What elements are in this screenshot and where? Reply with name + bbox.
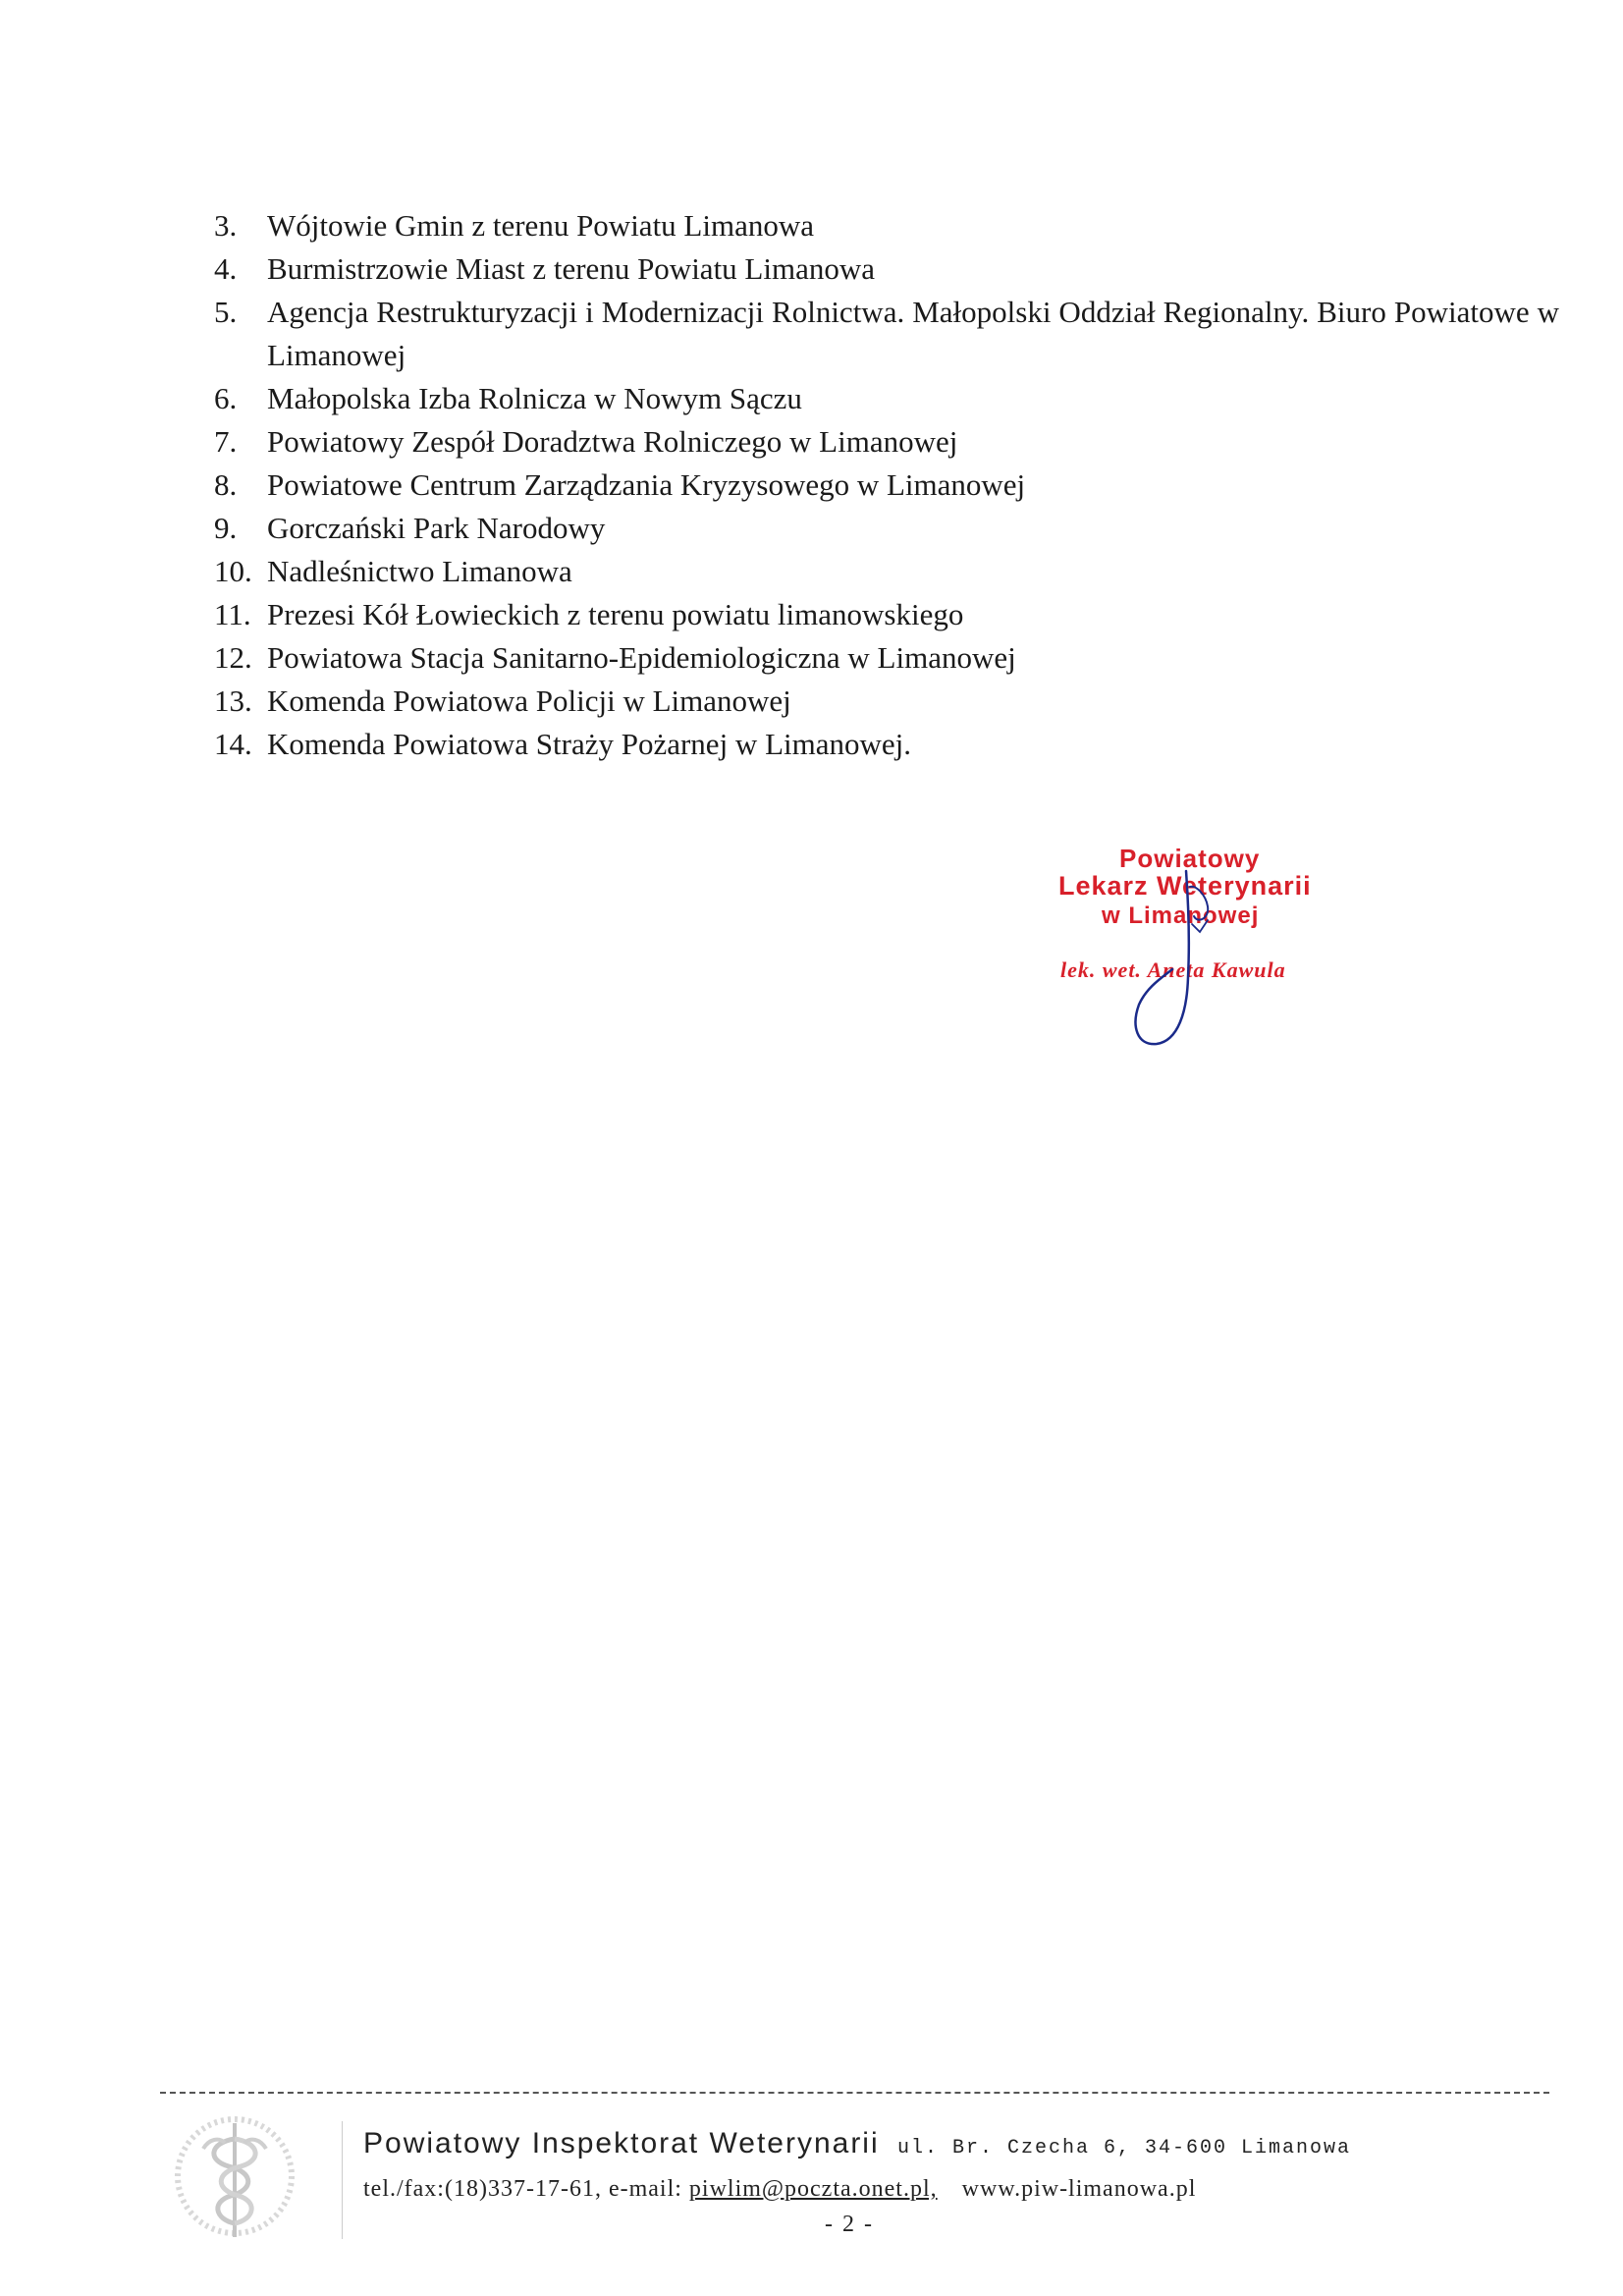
- item-number: 3.: [214, 208, 238, 243]
- signature-icon: [1041, 830, 1365, 1066]
- list-item: [214, 247, 1559, 291]
- item-number: 9.: [214, 511, 238, 545]
- item-text: Komenda Powiatowa Policji w Limanowej: [267, 683, 791, 718]
- item-text: Powiatowa Stacja Sanitarno-Epidemiologiczna w Limanowej: [267, 640, 1016, 675]
- list-item: [214, 680, 1559, 723]
- item-number: 14.: [214, 727, 252, 761]
- org-name: Powiatowy Inspektorat Weterynarii: [363, 2127, 880, 2159]
- email-link[interactable]: piwlim@poczta.onet.pl,: [688, 2176, 938, 2202]
- email-label: e-mail:: [608, 2176, 682, 2202]
- list-item: [214, 593, 1559, 636]
- list-item: [214, 464, 1559, 507]
- footer-divider-line: [160, 2092, 1549, 2094]
- list-item: [214, 420, 1559, 464]
- official-stamp: [1041, 830, 1365, 1066]
- footer-contact: [363, 2176, 1196, 2203]
- website-link[interactable]: www.piw-limanowa.pl: [961, 2176, 1197, 2202]
- item-text: Powiatowy Zespół Doradztwa Rolniczego w Limanowej: [267, 424, 958, 459]
- caduceus-icon: [160, 2109, 319, 2247]
- footer-organization: [363, 2127, 1351, 2160]
- org-address: ul. Br. Czecha 6, 34-600 Limanowa: [896, 2137, 1352, 2159]
- item-text: Agencja Restrukturyzacji i Modernizacji Rolnictwa. Małopolski Oddział Regionalny. Biuro Powiatowe w Limanowej: [267, 295, 1559, 372]
- item-number: 12.: [214, 640, 252, 675]
- item-text: Powiatowe Centrum Zarządzania Kryzysowego w Limanowej: [267, 467, 1026, 502]
- item-number: 13.: [214, 683, 252, 718]
- item-text: Prezesi Kół Łowieckich z terenu powiatu limanowskiego: [267, 597, 964, 631]
- item-number: 11.: [214, 597, 251, 631]
- list-item: [214, 507, 1559, 550]
- item-text: Małopolska Izba Rolnicza w Nowym Sączu: [267, 381, 802, 415]
- page-number: - 2 -: [825, 2212, 874, 2237]
- stamp-line-title: Powiatowy: [1119, 844, 1261, 873]
- item-text: Wójtowie Gmin z terenu Powiatu Limanowa: [267, 208, 815, 243]
- item-number: 8.: [214, 467, 238, 502]
- list-item: [214, 377, 1559, 420]
- stamp-line-location: w Limanowej: [1102, 902, 1260, 929]
- item-text: Gorczański Park Narodowy: [267, 511, 606, 545]
- list-item: [214, 204, 1559, 247]
- item-number: 4.: [214, 251, 238, 286]
- list-item: [214, 723, 1559, 766]
- item-number: 6.: [214, 381, 238, 415]
- list-item: [214, 636, 1559, 680]
- stamp-line-role: Lekarz Weterynarii: [1058, 871, 1312, 901]
- tel-fax: tel./fax:(18)337-17-61,: [363, 2176, 602, 2202]
- item-text: Burmistrzowie Miast z terenu Powiatu Limanowa: [267, 251, 876, 286]
- item-text: Nadleśnictwo Limanowa: [267, 554, 572, 588]
- list-item: [214, 550, 1559, 593]
- item-number: 7.: [214, 424, 238, 459]
- recipient-list: [214, 204, 1559, 766]
- footer-vertical-divider: [342, 2121, 343, 2239]
- item-number: 5.: [214, 295, 238, 329]
- stamp-line-name: lek. wet. Aneta Kawula: [1060, 957, 1286, 982]
- list-item: [214, 291, 1559, 377]
- item-text: Komenda Powiatowa Straży Pożarnej w Limanowej.: [267, 727, 911, 761]
- item-number: 10.: [214, 554, 252, 588]
